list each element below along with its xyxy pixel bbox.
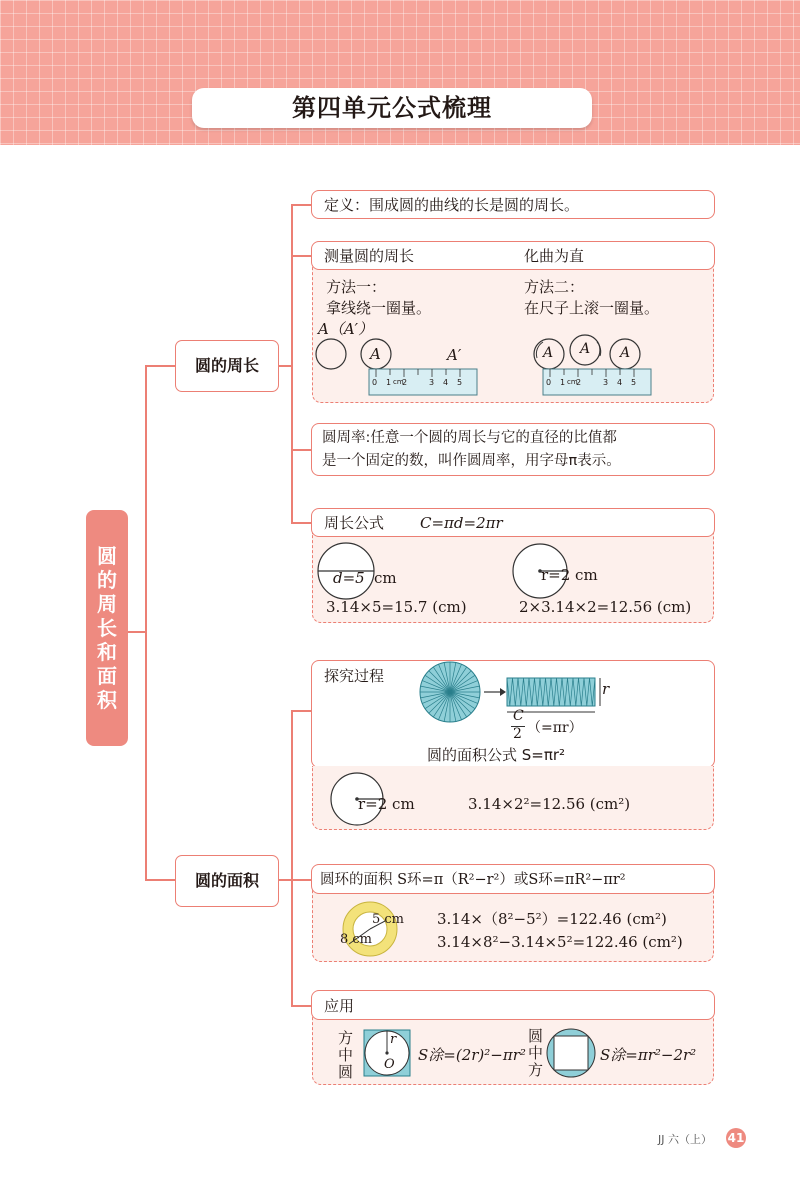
tick-label: 2 — [576, 378, 582, 387]
area-ex-label: r=2 cm — [358, 795, 415, 813]
circ-formula-label: 周长公式 — [324, 514, 385, 532]
left-tag-2: 中 — [338, 1046, 354, 1064]
explore-c: C — [513, 708, 524, 724]
method2-desc: 在尺子上滚一圈量。 — [524, 299, 660, 317]
explore-r: r — [602, 680, 610, 698]
tick-label: 4 — [443, 378, 449, 387]
tick-label: 5 — [631, 378, 637, 387]
ring-inner-label: 5 cm — [372, 912, 405, 927]
page-number: 41 — [726, 1128, 746, 1148]
area-formula: 圆的面积公式 S=πr² — [427, 746, 566, 764]
tick-label: 3 — [603, 378, 609, 387]
circ-formula: C=πd=2πr — [420, 514, 503, 532]
tick-label: 4 — [617, 378, 623, 387]
tick-label: 2 — [402, 378, 408, 387]
left-formula: S涂=(2r)²−πr² — [418, 1046, 526, 1064]
branch-circumference-label: 圆的周长 — [194, 356, 259, 375]
definition-text: 定义：围成圆的曲线的长是圆的周长。 — [324, 196, 580, 214]
left-tag-3: 圆 — [338, 1063, 354, 1081]
ex1-label: d=5 — [333, 569, 365, 587]
pi-def-line1: 圆周率:任意一个圆的周长与它的直径的比值都 — [322, 430, 617, 446]
page-title: 第四单元公式梳理 — [292, 94, 492, 122]
center-dot — [385, 1051, 388, 1054]
explore-two: 2 — [513, 726, 522, 742]
point-a: A — [370, 345, 381, 363]
ex1-calc: 3.14×5=15.7 (cm) — [326, 598, 467, 616]
ring-outer-label: 8 cm — [340, 932, 373, 947]
method1-desc: 拿线绕一圈量。 — [326, 299, 432, 317]
ex2-label: r=2 cm — [541, 566, 598, 584]
point-a: A — [543, 345, 554, 361]
tick-label: 1 — [560, 378, 566, 387]
ring-calc1: 3.14×（8²−5²）=122.46 (cm²) — [437, 910, 667, 928]
tick-label: cm — [393, 378, 404, 386]
app-r: r — [390, 1032, 397, 1047]
square-inner — [554, 1036, 588, 1070]
method2-label: 方法二： — [524, 278, 585, 296]
explore-paren: （=πr） — [527, 720, 583, 736]
right-tag-1: 圆 — [528, 1027, 544, 1045]
point-a-a1: A（A′） — [318, 320, 374, 338]
branch-area-label: 圆的面积 — [194, 871, 259, 890]
application-label: 应用 — [324, 997, 355, 1015]
ex2-calc: 2×3.14×2=12.56 (cm) — [519, 598, 692, 616]
measure-heading2: 化曲为直 — [524, 247, 585, 265]
area-ex-calc: 3.14×2²=12.56 (cm²) — [468, 795, 631, 813]
measure-heading: 测量圆的周长 — [324, 247, 415, 265]
right-tag-3: 方 — [528, 1061, 544, 1079]
book-label: JJ 六（上） — [658, 1133, 712, 1146]
tick-label: 0 — [372, 378, 378, 387]
tick-label: 5 — [457, 378, 463, 387]
ring-formula: 圆环的面积 S环=π（R²−r²）或S环=πR²−πr² — [320, 872, 626, 888]
tick-label: 3 — [429, 378, 435, 387]
tick-label: cm — [567, 378, 578, 386]
tick-label: 1 — [386, 378, 392, 387]
right-tag-2: 中 — [528, 1044, 544, 1062]
point-a-prime: A′ — [447, 346, 462, 364]
right-formula: S涂=πr²−2r² — [600, 1046, 697, 1064]
point-a: A — [580, 341, 591, 357]
pi-def-line2: 是一个固定的数，叫作圆周率，用字母π表示。 — [322, 453, 621, 469]
method1-label: 方法一： — [326, 278, 387, 296]
main-topic: 圆的周长和面积 — [97, 544, 117, 712]
tick-label: 0 — [546, 378, 552, 387]
app-o: O — [384, 1057, 395, 1072]
ring-calc2: 3.14×8²−3.14×5²=122.46 (cm²) — [437, 933, 683, 951]
left-tag-1: 方 — [338, 1029, 354, 1047]
point-a: A — [620, 345, 631, 361]
explore-label: 探究过程 — [324, 667, 385, 685]
ex1-unit: cm — [374, 569, 397, 587]
